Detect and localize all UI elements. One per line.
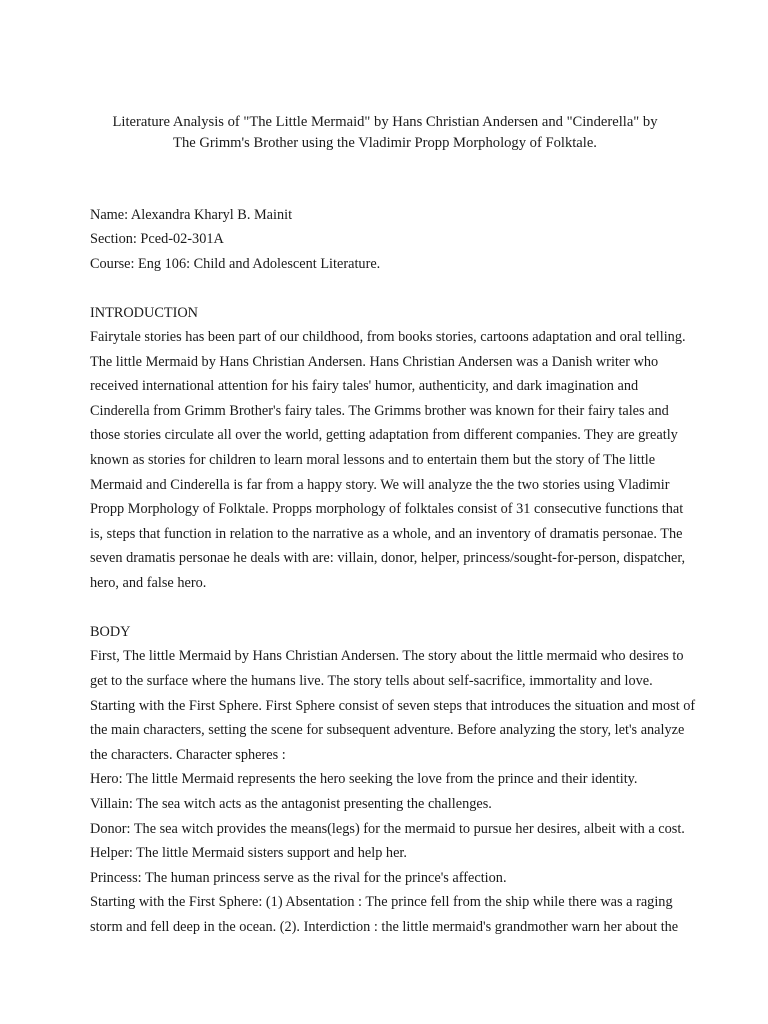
paragraph-line: First, The little Mermaid by Hans Christian Andersen. The story about the little mermaid who desires to	[90, 648, 684, 665]
document-title	[90, 112, 680, 154]
paragraph-line: Starting with the First Sphere: (1) Absentation : The prince fell from the ship while there was a raging	[90, 894, 673, 911]
paragraph-line: Donor: The sea witch provides the means(legs) for the mermaid to pursue her desires, albeit with a cost.	[90, 820, 685, 837]
course-info: Course: Eng 106: Child and Adolescent Literature.	[90, 255, 381, 272]
paragraph-line: Villain: The sea witch acts as the antagonist presenting the challenges.	[90, 795, 492, 812]
paragraph-line: Fairytale stories has been part of our childhood, from books stories, cartoons adaptation and oral telling.	[90, 329, 686, 346]
paragraph-line: known as stories for children to learn moral lessons and to entertain them but the story of The little	[90, 451, 656, 468]
body-heading: BODY	[90, 623, 131, 640]
paragraph-line: Princess: The human princess serve as the rival for the prince's affection.	[90, 869, 507, 886]
paragraph-line: storm and fell deep in the ocean. (2). Interdiction : the little mermaid's grandmother warn her about the	[90, 918, 679, 935]
paragraph-line: the characters. Character spheres :	[90, 746, 286, 763]
introduction-paragraph	[90, 325, 686, 596]
paragraph-line: those stories circulate all over the world, getting adaptation from different companies. They are greatly	[90, 427, 678, 444]
paragraph-line: Cinderella from Grimm Brother's fairy tales. The Grimms brother was known for their fairy tales and	[90, 402, 669, 419]
paragraph-line: the main characters, setting the scene for subsequent adventure. Before analyzing the story, let's analyze	[90, 722, 685, 739]
title-line-1: Literature Analysis of "The Little Mermaid" by Hans Christian Andersen and "Cinderella" by	[112, 114, 658, 130]
author-info	[90, 203, 680, 276]
author-section: Section: Pced-02-301A	[90, 231, 224, 248]
paragraph-line: The little Mermaid by Hans Christian Andersen. Hans Christian Andersen was a Danish writer who	[90, 353, 659, 370]
paragraph-line: get to the surface where the humans live. The story tells about self-sacrifice, immortality and love.	[90, 672, 653, 689]
paragraph-line: received international attention for his fairy tales' humor, authenticity, and dark imagination and	[90, 378, 639, 395]
author-name: Name: Alexandra Kharyl B. Mainit	[90, 207, 293, 223]
paragraph-line: Propp Morphology of Folktale. Propps morphology of folktales consist of 31 consecutive functions that	[90, 501, 684, 518]
paragraph-line: Starting with the First Sphere. First Sphere consist of seven steps that introduces the situation and most of	[90, 697, 696, 714]
title-line-2: The Grimm's Brother using the Vladimir Propp Morphology of Folktale.	[173, 135, 597, 151]
paragraph-line: is, steps that function in relation to the narrative as a whole, and an inventory of dramatis personae. The	[90, 525, 683, 542]
paragraph-line: Helper: The little Mermaid sisters support and help her.	[90, 845, 407, 862]
body-paragraph	[90, 644, 696, 939]
paragraph-line: Mermaid and Cinderella is far from a happy story. We will analyze the the two stories using Vladimir	[90, 476, 670, 493]
paragraph-line: Hero: The little Mermaid represents the hero seeking the love from the prince and their identity.	[90, 771, 638, 788]
introduction-heading: INTRODUCTION	[90, 304, 199, 321]
paragraph-line: hero, and false hero.	[90, 574, 207, 591]
paragraph-line: seven dramatis personae he deals with are: villain, donor, helper, princess/sought-for-person, dispatcher,	[90, 550, 686, 567]
